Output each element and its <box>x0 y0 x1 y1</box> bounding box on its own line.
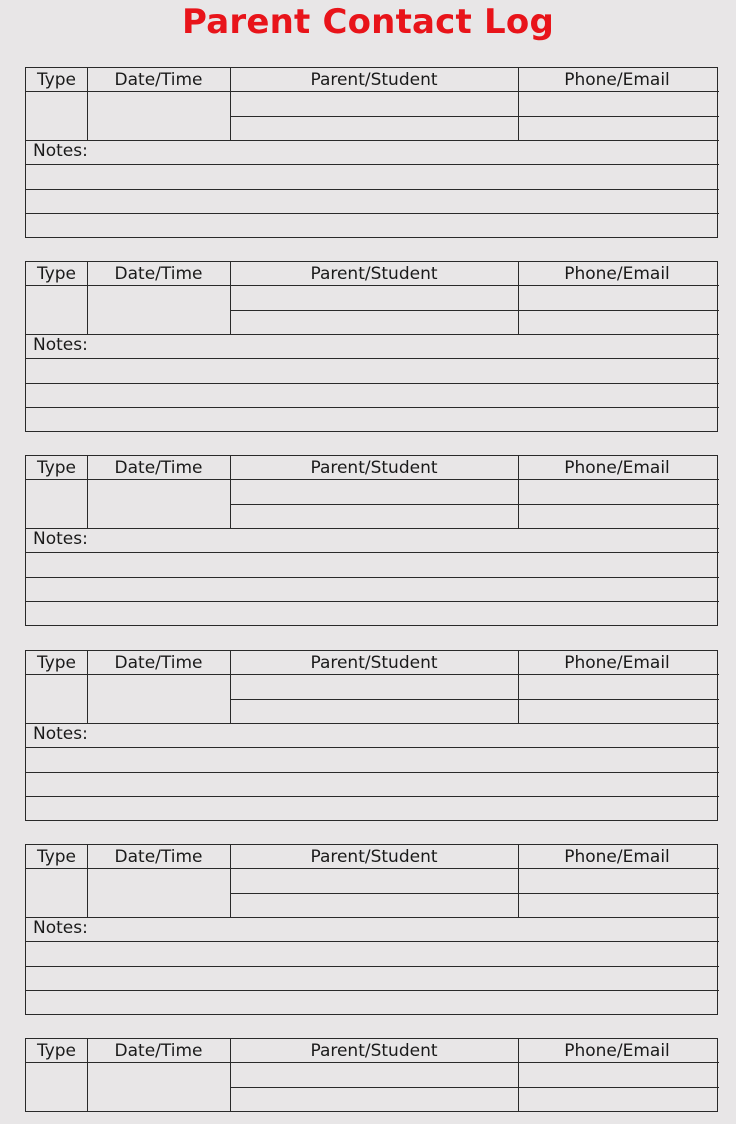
notes-label: Notes: <box>33 334 88 355</box>
type-field[interactable] <box>26 675 87 722</box>
parent-student-field[interactable] <box>230 869 518 891</box>
header-type: Type <box>36 458 77 478</box>
notes-line[interactable] <box>26 602 716 624</box>
notes-line[interactable] <box>26 578 716 600</box>
parent-student-field[interactable] <box>230 311 518 333</box>
date-time-field[interactable] <box>87 286 230 333</box>
parent-student-field[interactable] <box>230 700 518 722</box>
notes-line[interactable] <box>26 797 716 819</box>
header-date-time: Date/Time <box>114 1041 203 1061</box>
date-time-field[interactable] <box>87 1063 230 1110</box>
parent-student-field[interactable] <box>230 117 518 139</box>
header-phone-email: Phone/Email <box>564 264 670 284</box>
notes-label: Notes: <box>33 140 88 161</box>
contact-entry <box>25 650 718 821</box>
phone-email-field[interactable] <box>518 869 716 891</box>
notes-line[interactable] <box>26 748 716 770</box>
notes-line[interactable] <box>26 214 716 236</box>
header-date-time: Date/Time <box>114 264 203 284</box>
header-parent-student: Parent/Student <box>310 653 438 673</box>
parent-student-field[interactable] <box>230 1088 518 1110</box>
type-field[interactable] <box>26 286 87 333</box>
header-date-time: Date/Time <box>114 847 203 867</box>
type-field[interactable] <box>26 480 87 527</box>
header-type: Type <box>36 847 77 867</box>
phone-email-field[interactable] <box>518 505 716 527</box>
phone-email-field[interactable] <box>518 311 716 333</box>
notes-label: Notes: <box>33 723 88 744</box>
header-parent-student: Parent/Student <box>310 70 438 90</box>
phone-email-field[interactable] <box>518 286 716 308</box>
header-type: Type <box>36 70 77 90</box>
header-phone-email: Phone/Email <box>564 847 670 867</box>
date-time-field[interactable] <box>87 869 230 916</box>
notes-line[interactable] <box>26 359 716 381</box>
page-title: Parent Contact Log <box>182 2 554 42</box>
header-phone-email: Phone/Email <box>564 1041 670 1061</box>
header-parent-student: Parent/Student <box>310 264 438 284</box>
notes-label: Notes: <box>33 528 88 549</box>
phone-email-field[interactable] <box>518 700 716 722</box>
contact-entry <box>25 1038 718 1112</box>
parent-student-field[interactable] <box>230 480 518 502</box>
header-type: Type <box>36 264 77 284</box>
header-phone-email: Phone/Email <box>564 70 670 90</box>
header-date-time: Date/Time <box>114 458 203 478</box>
header-parent-student: Parent/Student <box>310 847 438 867</box>
phone-email-field[interactable] <box>518 1088 716 1110</box>
header-parent-student: Parent/Student <box>310 458 438 478</box>
header-type: Type <box>36 1041 77 1061</box>
notes-line[interactable] <box>26 991 716 1013</box>
type-field[interactable] <box>26 1063 87 1110</box>
parent-student-field[interactable] <box>230 505 518 527</box>
notes-line[interactable] <box>26 942 716 964</box>
notes-line[interactable] <box>26 773 716 795</box>
parent-student-field[interactable] <box>230 286 518 308</box>
header-parent-student: Parent/Student <box>310 1041 438 1061</box>
contact-entry <box>25 67 718 238</box>
phone-email-field[interactable] <box>518 1063 716 1085</box>
type-field[interactable] <box>26 92 87 139</box>
date-time-field[interactable] <box>87 480 230 527</box>
header-date-time: Date/Time <box>114 70 203 90</box>
phone-email-field[interactable] <box>518 480 716 502</box>
notes-line[interactable] <box>26 190 716 212</box>
header-type: Type <box>36 653 77 673</box>
notes-label: Notes: <box>33 917 88 938</box>
notes-line[interactable] <box>26 408 716 430</box>
header-phone-email: Phone/Email <box>564 458 670 478</box>
parent-student-field[interactable] <box>230 675 518 697</box>
phone-email-field[interactable] <box>518 92 716 114</box>
parent-student-field[interactable] <box>230 894 518 916</box>
header-date-time: Date/Time <box>114 653 203 673</box>
date-time-field[interactable] <box>87 92 230 139</box>
notes-line[interactable] <box>26 967 716 989</box>
date-time-field[interactable] <box>87 675 230 722</box>
notes-line[interactable] <box>26 384 716 406</box>
contact-entry <box>25 261 718 432</box>
parent-student-field[interactable] <box>230 92 518 114</box>
notes-line[interactable] <box>26 553 716 575</box>
phone-email-field[interactable] <box>518 117 716 139</box>
notes-line[interactable] <box>26 165 716 187</box>
phone-email-field[interactable] <box>518 675 716 697</box>
header-phone-email: Phone/Email <box>564 653 670 673</box>
phone-email-field[interactable] <box>518 894 716 916</box>
contact-entry <box>25 844 718 1015</box>
contact-entry <box>25 455 718 626</box>
type-field[interactable] <box>26 869 87 916</box>
parent-student-field[interactable] <box>230 1063 518 1085</box>
